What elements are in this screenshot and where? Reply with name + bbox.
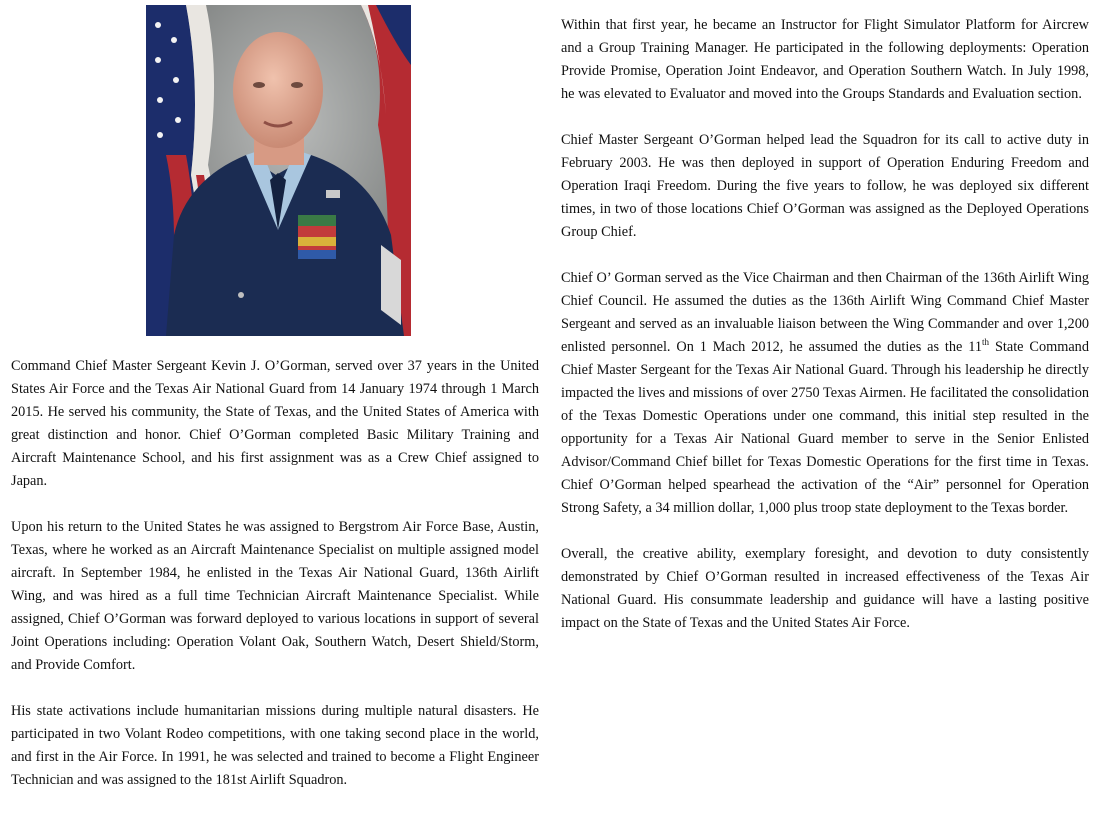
command-chief-text-end: State Command Chief Master Sergeant for the Texas Air National Guard. Through his leadership he directly impacted the lives and missions of over 2750 Texas Airmen. He facilitated the consolidation of the Texas Domestic Operations under one command, this initial step resulted in the opportunity for a Texas Air National Guard member to serve in the Senior Enlisted Advisor/Command Chief billet for Texas Domestic Operations for the first time in Texas. Chief O’Gorman helped spearhead the activation of the “Air” personnel for Operation Strong Safety, a 34 million dollar, 1,000 plus troop state deployment to the Texas border.	[561, 339, 1089, 516]
command-chief-text-start: Chief O’ Gorman served as the Vice Chairman and then Chairman of the 136th Airlift Wing Chief Council. He assumed the duties as the 136th Airlift Wing Command Chief Master Sergeant and served as an invaluable liaison between the Wing Commander and over 1,200 enlisted personnel. On 1 Mach 2012, he assumed the duties as the 11	[561, 270, 1089, 355]
bio-paragraph-state-activations: His state activations include humanitarian missions during multiple natural disasters. He participated in two Volant Rodeo competitions, with one taking second place in the world, and first in the Air Force. In 1991, he was selected and trained to become a Flight Engineer Technician and was assigned to the 181st Airlift Squadron.	[11, 703, 539, 788]
left-column	[11, 355, 539, 815]
bio-paragraph-service-summary: Command Chief Master Sergeant Kevin J. O’Gorman, served over 37 years in the United States Air Force and the Texas Air National Guard from 14 January 1974 through 1 March 2015. He served his community, the State of Texas, and the United States of America with great distinction and honor. Chief O’Gorman completed Basic Military Training and Aircraft Maintenance School, and his first assignment was as a Crew Chief assigned to Japan.	[11, 358, 539, 489]
bio-paragraph-bergstrom: Upon his return to the United States he was assigned to Bergstrom Air Force Base, Austin, Texas, where he worked as an Aircraft Maintenance Specialist on multiple assigned model aircraft. In September 1984, he enlisted in the Texas Air National Guard, 136th Airlift Wing, and was hired as a full time Technician Aircraft Maintenance Specialist. While assigned, Chief O’Gorman was forward deployed to various locations in support of several Joint Operations including: Operation Volant Oak, Southern Watch, Desert Shield/Storm, and Provide Comfort.	[11, 519, 539, 673]
bio-paragraph-command-chief	[561, 267, 1089, 520]
bio-paragraph-overall: Overall, the creative ability, exemplary foresight, and devotion to duty consistently demonstrated by Chief O’Gorman resulted in increased effectiveness of the Texas Air National Guard. His consummate leadership and guidance will have a lasting positive impact on the State of Texas and the United States Air Force.	[561, 546, 1089, 631]
ordinal-superscript: th	[982, 337, 990, 348]
portrait-photo	[146, 5, 411, 336]
bio-paragraph-instructor: Within that first year, he became an Instructor for Flight Simulator Platform for Aircrew and a Group Training Manager. He participated in the following deployments: Operation Provide Promise, Operation Joint Endeavor, and Operation Southern Watch. In July 1998, he was elevated to Evaluator and moved into the Groups Standards and Evaluation section.	[561, 17, 1089, 102]
right-column	[561, 14, 1089, 658]
bio-paragraph-active-duty: Chief Master Sergeant O’Gorman helped lead the Squadron for its call to active duty in February 2003. He was then deployed in support of Operation Enduring Freedom and Operation Iraqi Freedom. During the five years to follow, he was deployed six different times, in two of those locations Chief O’Gorman was assigned as the Deployed Operations Group Chief.	[561, 132, 1089, 240]
